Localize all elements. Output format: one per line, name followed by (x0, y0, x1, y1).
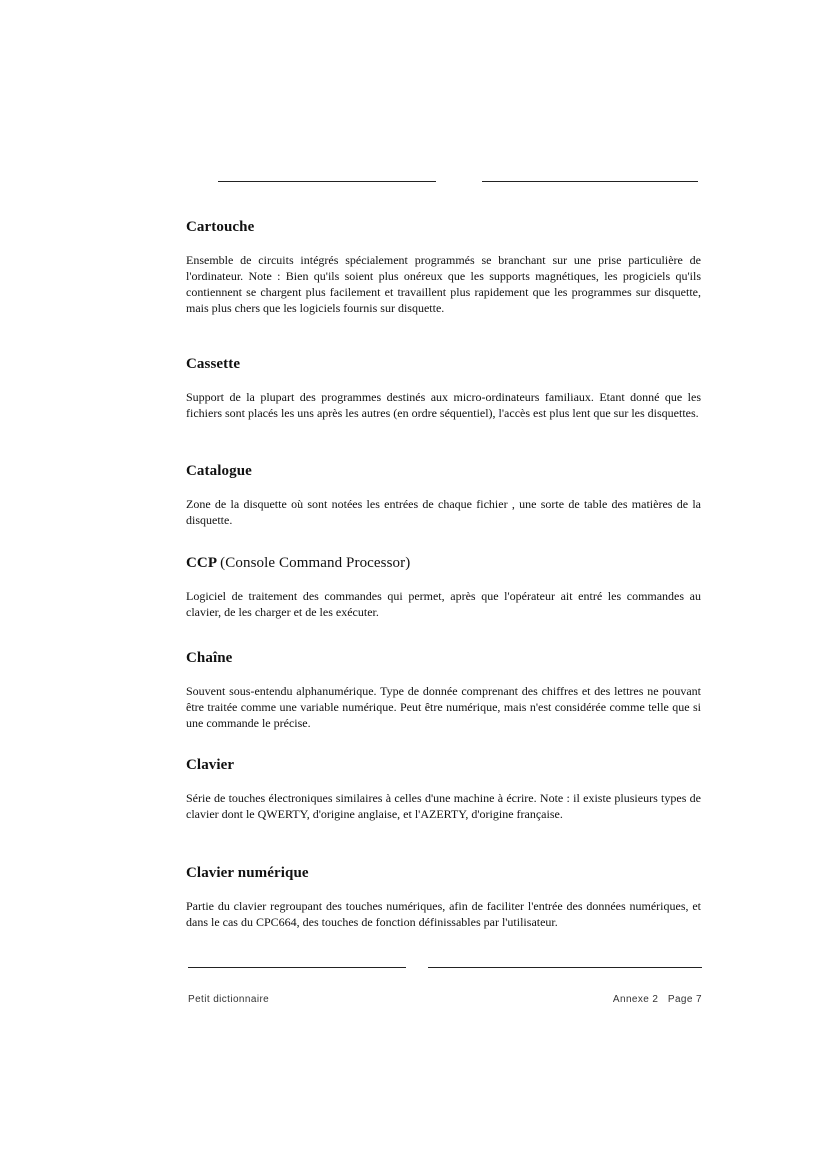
entry-term: Chaîne (186, 650, 233, 666)
entry-term: Catalogue (186, 463, 252, 479)
entry-definition: Souvent sous-entendu alphanumérique. Type de donnée comprenant des chiffres et des lettres ne pouvant être traitée comme une variable numérique. Peut être numérique, mais n'est considérée comme telle que si une commande le précise. (186, 684, 701, 730)
entry-definition: Support de la plupart des programmes destinés aux micro-ordinateurs familiaux. Etant donné que les fichiers sont placés les uns après les autres (en ordre séquentiel), l'accès est plus lent que sur les disquettes. (186, 390, 701, 420)
entry-clavier-numerique (186, 865, 701, 930)
entry-term: Cartouche (186, 219, 255, 235)
header-rule-left (218, 181, 436, 182)
entry-cassette (186, 356, 701, 421)
footer-rule-right (428, 967, 702, 968)
entry-term-main: CCP (186, 555, 217, 571)
entry-term (186, 555, 701, 572)
entry-cartouche (186, 219, 701, 316)
header-rule-right (482, 181, 698, 182)
entry-term-extra: (Console Command Processor) (220, 555, 411, 571)
entry-term: Cassette (186, 356, 241, 372)
entry-catalogue (186, 463, 701, 528)
entry-definition: Partie du clavier regroupant des touches numériques, afin de faciliter l'entrée des données numériques, et dans le cas du CPC664, des touches de fonction définissables par l'utilisateur. (186, 899, 701, 929)
entry-clavier (186, 757, 701, 822)
entry-definition: Série de touches électroniques similaires à celles d'une machine à écrire. Note : il existe plusieurs types de clavier dont le QWERTY, d'origine anglaise, et l'AZERTY, d'origine française. (186, 791, 701, 821)
entry-definition: Ensemble de circuits intégrés spécialement programmés se branchant sur une prise particulière de l'ordinateur. Note : Bien qu'ils soient plus onéreux que les supports magnétiques, les progiciels qu'ils contiennent se chargent plus facilement et travaillent plus rapidement que les programmes sur disquette, mais plus chers que les logiciels fournis sur disquette. (186, 253, 701, 315)
entry-definition: Logiciel de traitement des commandes qui permet, après que l'opérateur ait entré les commandes au clavier, de les charger et de les exécuter. (186, 589, 701, 619)
entry-chaine (186, 650, 701, 731)
entry-term: Clavier (186, 757, 235, 773)
footer-rule-left (188, 967, 406, 968)
footer-right: Annexe 2 Page 7 (612, 994, 702, 1005)
entry-term: Clavier numérique (186, 865, 309, 881)
entry-definition: Zone de la disquette où sont notées les entrées de chaque fichier , une sorte de table des matières de la disquette. (186, 497, 701, 527)
entry-ccp (186, 555, 701, 620)
footer-left: Petit dictionnaire (188, 994, 270, 1005)
